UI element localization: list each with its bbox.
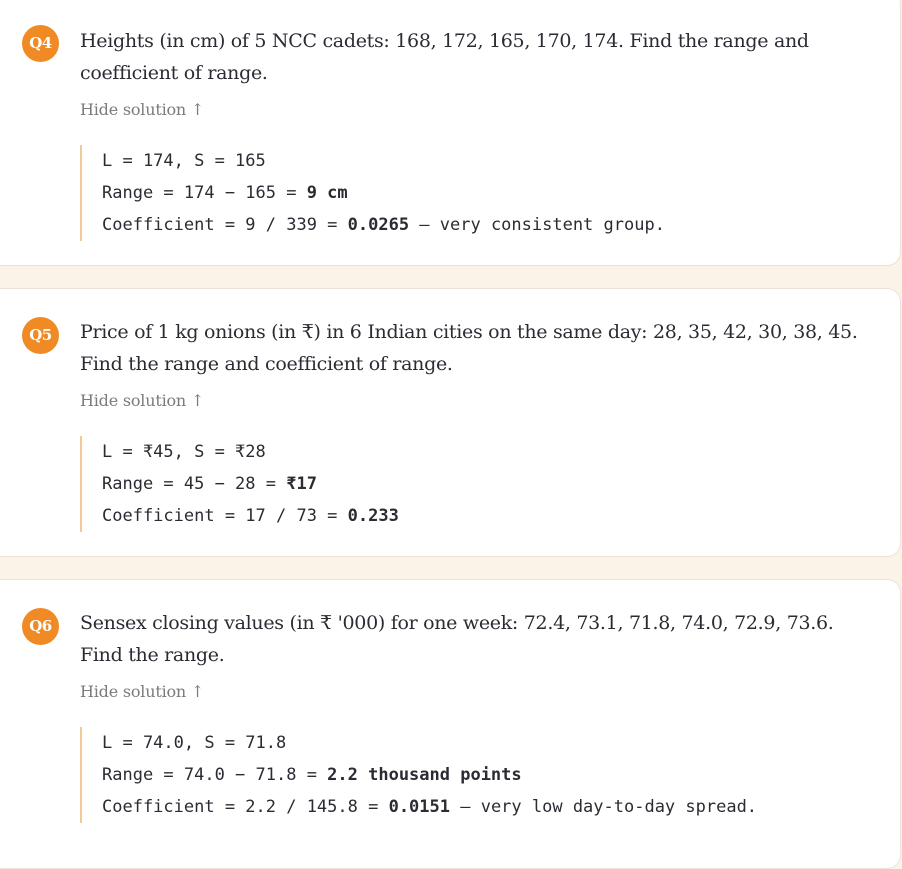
question-number-badge: Q4 <box>22 25 59 62</box>
solution-line-result: 0.0151 <box>388 797 450 817</box>
question-number-badge: Q5 <box>22 317 59 354</box>
question-card-q5 <box>0 288 901 557</box>
solution-line-result: 9 cm <box>306 183 348 203</box>
solution-line-text: Coefficient = 2.2 / 145.8 = <box>102 797 389 817</box>
solution-line-text: L = 74.0, S = 71.8 <box>102 733 287 753</box>
solution-line <box>102 759 757 791</box>
solution-line-text: L = 174, S = 165 <box>102 151 266 171</box>
solution-block <box>80 727 757 823</box>
solution-line-note: — very consistent group. <box>409 215 665 235</box>
solution-line-text: Range = 174 − 165 = <box>102 183 307 203</box>
question-text: Price of 1 kg onions (in ₹) in 6 Indian cities on the same day: 28, 35, 42, 30, 38, 45. Find the range and coefficient of range. <box>80 321 858 375</box>
solution-line <box>102 791 757 823</box>
solution-line <box>102 436 399 468</box>
solution-line <box>102 145 665 177</box>
question-text: Sensex closing values (in ₹ '000) for one week: 72.4, 73.1, 71.8, 74.0, 72.9, 73.6. Find the range. <box>80 612 834 666</box>
solution-line <box>102 209 665 241</box>
solution-line-result: 2.2 thousand points <box>327 765 522 785</box>
hide-solution-toggle[interactable]: Hide solution ↑ <box>80 391 205 410</box>
solution-line-text: Coefficient = 17 / 73 = <box>102 506 348 526</box>
solution-line-result: ₹17 <box>286 474 317 494</box>
solution-line-text: L = ₹45, S = ₹28 <box>102 442 266 462</box>
solution-block <box>80 436 399 532</box>
hide-solution-toggle[interactable]: Hide solution ↑ <box>80 100 205 119</box>
question-text: Heights (in cm) of 5 NCC cadets: 168, 172, 165, 170, 174. Find the range and coefficient of range. <box>80 30 809 84</box>
solution-line-text: Coefficient = 9 / 339 = <box>102 215 348 235</box>
solution-line-text: Range = 74.0 − 71.8 = <box>102 765 328 785</box>
question-number-badge: Q6 <box>22 608 59 645</box>
solution-block <box>80 145 665 241</box>
solution-line <box>102 500 399 532</box>
hide-solution-toggle[interactable]: Hide solution ↑ <box>80 682 205 701</box>
solution-line <box>102 177 665 209</box>
solution-line-result: 0.233 <box>347 506 399 526</box>
solution-line <box>102 468 399 500</box>
question-card-q4 <box>0 0 901 266</box>
solution-line-result: 0.0265 <box>347 215 410 235</box>
solution-line-note: — very low day-to-day spread. <box>450 797 758 817</box>
solution-line-text: Range = 45 − 28 = <box>102 474 287 494</box>
solution-line <box>102 727 757 759</box>
question-card-q6 <box>0 579 901 869</box>
